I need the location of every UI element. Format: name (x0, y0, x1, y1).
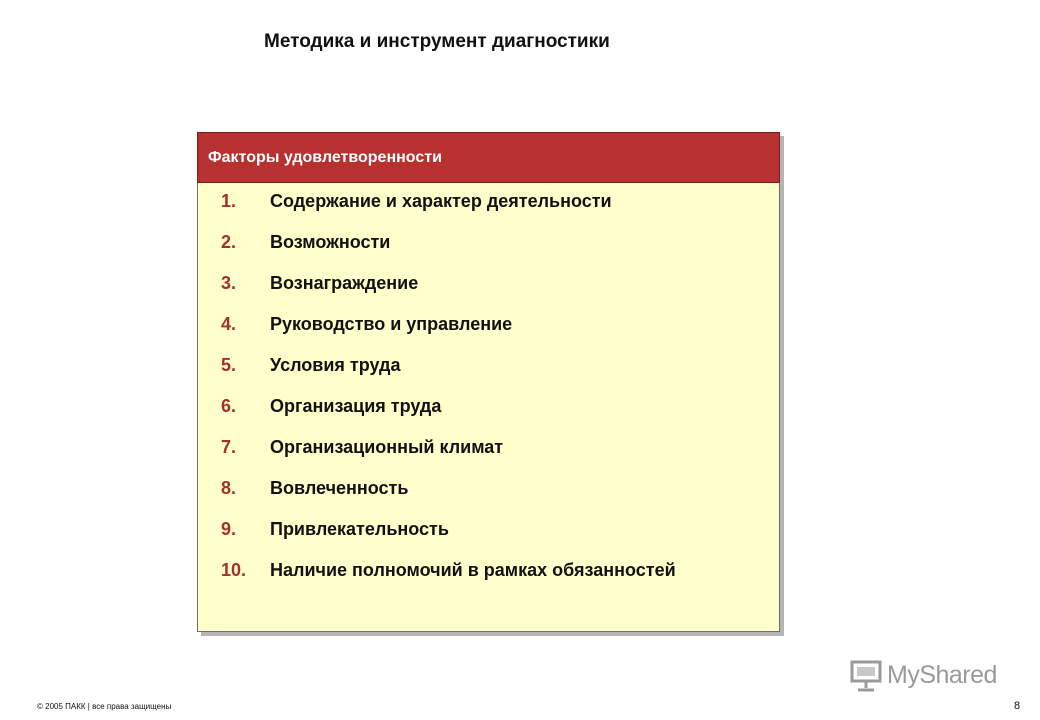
factor-text: Возможности (270, 232, 391, 252)
factor-item (197, 273, 780, 314)
factor-number: 8. (221, 478, 237, 498)
slide-title: Методика и инструмент диагностики (264, 31, 610, 52)
factor-item (197, 560, 780, 601)
factor-number: 6. (221, 396, 237, 416)
factor-number: 4. (221, 314, 237, 334)
factor-item (197, 355, 780, 396)
watermark (848, 655, 997, 695)
factor-number: 2. (221, 232, 237, 252)
page-number: 8 (1014, 700, 1021, 712)
factor-text: Организационный климат (270, 437, 504, 457)
factor-number: 5. (221, 355, 237, 375)
footer-copyright: © 2005 ПАКК | все права защищены (37, 702, 172, 711)
factor-number: 9. (221, 519, 237, 539)
factor-text: Содержание и характер деятельности (270, 191, 612, 211)
factor-item (197, 437, 780, 478)
factor-item (197, 314, 780, 355)
presentation-board-icon (848, 657, 884, 693)
factor-text: Вознаграждение (270, 273, 419, 293)
satisfaction-factors-card (197, 132, 780, 632)
factor-item (197, 232, 780, 273)
factor-number: 10. (221, 560, 247, 580)
factor-item (197, 396, 780, 437)
factor-number: 3. (221, 273, 237, 293)
watermark-text: MyShared (887, 660, 997, 689)
factor-item (197, 519, 780, 560)
card-header: Факторы удовлетворенности (197, 132, 780, 183)
factor-item (197, 478, 780, 519)
factor-text: Условия труда (270, 355, 401, 375)
factor-text: Наличие полномочий в рамках обязанностей (270, 560, 676, 580)
factor-number: 7. (221, 437, 237, 457)
factor-text: Вовлеченность (270, 478, 409, 498)
factor-text: Организация труда (270, 396, 442, 416)
factor-text: Руководство и управление (270, 314, 513, 334)
factor-text: Привлекательность (270, 519, 449, 539)
factor-list (197, 191, 780, 601)
factor-number: 1. (221, 191, 237, 211)
factor-item (197, 191, 780, 232)
